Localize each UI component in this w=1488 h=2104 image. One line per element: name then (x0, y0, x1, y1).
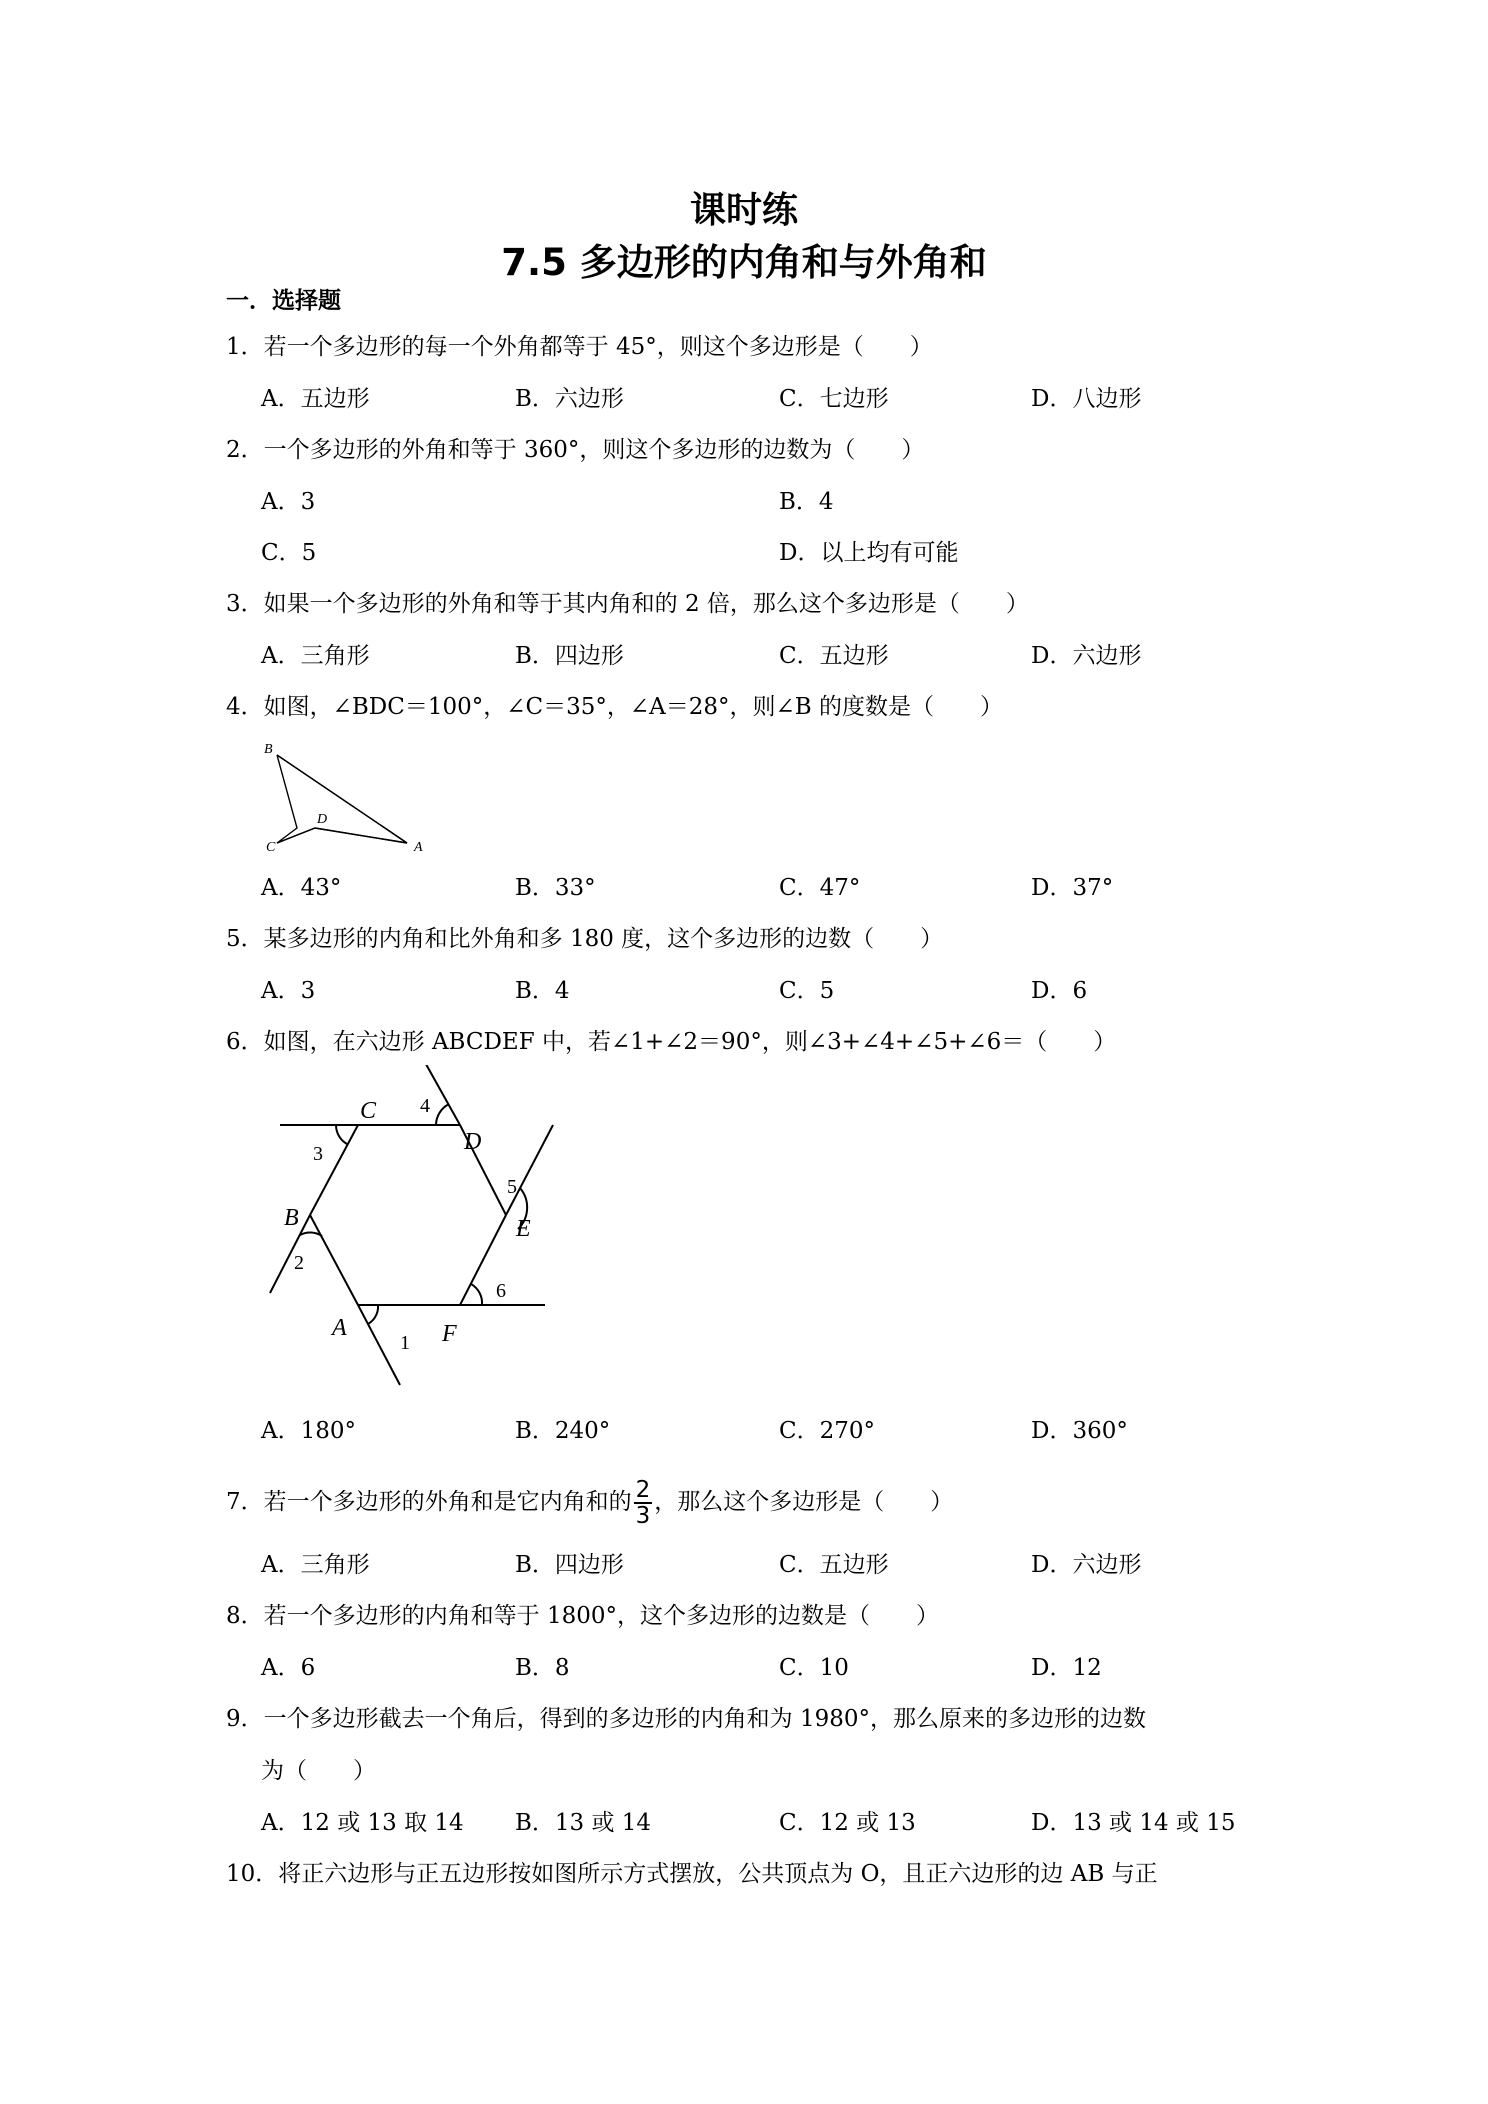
q8-option-d: D．12 (1031, 1655, 1102, 1681)
q2-option-c: C．5 (261, 540, 317, 566)
question-2-stem: 2．一个多边形的外角和等于 360°，则这个多边形的边数为（ ） (226, 437, 925, 463)
label-b: B (264, 742, 273, 757)
label-a: A (332, 1315, 347, 1341)
q1-option-c: C．七边形 (779, 386, 889, 412)
question-6-stem: 6．如图，在六边形 ABCDEF 中，若∠1+∠2＝90°，则∠3+∠4+∠5+∠6＝（ ） (226, 1029, 1117, 1055)
q1-option-b: B．六边形 (515, 386, 624, 412)
question-4-stem: 4．如图，∠BDC＝100°，∠C＝35°，∠A＝28°，则∠B 的度数是（ ） (226, 694, 1004, 720)
q3-option-b: B．四边形 (515, 643, 624, 669)
q7-fraction-denominator: 3 (635, 1503, 651, 1529)
q7-option-a: A．三角形 (261, 1552, 370, 1578)
question-3-stem: 3．如果一个多边形的外角和等于其内角和的 2 倍，那么这个多边形是（ ） (226, 591, 1029, 617)
question-10-stem: 10．将正六边形与正五边形按如图所示方式摆放，公共顶点为 O，且正六边形的边 AB 与正 (226, 1861, 1158, 1887)
label-f: F (442, 1321, 457, 1347)
label-a: A (414, 840, 423, 853)
q6-option-c: C．270° (779, 1418, 875, 1444)
figure-triangle-bdca (262, 735, 432, 853)
q6-option-a: A．180° (261, 1418, 357, 1444)
q4-option-b: B．33° (515, 875, 596, 901)
angle-label-4: 4 (420, 1095, 430, 1117)
page-title: 课时练 (689, 190, 798, 231)
q7-fraction-numerator: 2 (635, 1477, 651, 1503)
question-9-stem-line2: 为（ ） (261, 1758, 376, 1784)
label-d: D (464, 1129, 482, 1155)
q4-option-d: D．37° (1031, 875, 1114, 901)
label-b: B (284, 1205, 299, 1231)
q9-option-b: B．13 或 14 (515, 1810, 652, 1836)
q4-option-a: A．43° (261, 875, 342, 901)
q3-option-c: C．五边形 (779, 643, 889, 669)
q2-option-a: A．3 (261, 489, 316, 515)
angle-label-1: 1 (400, 1332, 410, 1354)
q6-option-d: D．360° (1031, 1418, 1128, 1444)
q5-option-d: D．6 (1031, 978, 1088, 1004)
q7-stem-before: 7．若一个多边形的外角和是它内角和的 (226, 1489, 632, 1515)
label-e: E (516, 1216, 531, 1242)
q5-option-a: A．3 (261, 978, 316, 1004)
question-9-stem-line1: 9．一个多边形截去一个角后，得到的多边形的内角和为 1980°，那么原来的多边形的边数 (226, 1706, 1146, 1732)
q8-option-a: A．6 (261, 1655, 316, 1681)
question-1-stem: 1．若一个多边形的每一个外角都等于 45°，则这个多边形是（ ） (226, 334, 933, 360)
q7-option-b: B．四边形 (515, 1552, 624, 1578)
q9-option-c: C．12 或 13 (779, 1810, 916, 1836)
q7-option-c: C．五边形 (779, 1552, 889, 1578)
q5-option-b: B．4 (515, 978, 570, 1004)
question-5-stem: 5．某多边形的内角和比外角和多 180 度，这个多边形的边数（ ） (226, 926, 944, 952)
q4-option-c: C．47° (779, 875, 861, 901)
q1-option-d: D．八边形 (1031, 386, 1142, 412)
q3-option-d: D．六边形 (1031, 643, 1142, 669)
angle-label-2: 2 (294, 1252, 304, 1274)
angle-label-5: 5 (507, 1176, 517, 1198)
q6-option-b: B．240° (515, 1418, 611, 1444)
q2-option-b: B．4 (779, 489, 834, 515)
q7-option-d: D．六边形 (1031, 1552, 1142, 1578)
q9-option-a: A．12 或 13 取 14 (261, 1810, 464, 1836)
q8-option-b: B．8 (515, 1655, 570, 1681)
q7-stem-after: ，那么这个多边形是（ ） (654, 1489, 954, 1515)
q9-option-d: D．13 或 14 或 15 (1031, 1810, 1236, 1836)
question-8-stem: 8．若一个多边形的内角和等于 1800°，这个多边形的边数是（ ） (226, 1603, 939, 1629)
label-d: D (317, 812, 328, 827)
q1-option-a: A．五边形 (261, 386, 370, 412)
figure-hexagon-abcdef (250, 1065, 570, 1395)
label-c: C (266, 840, 276, 853)
section-heading: 一．选择题 (226, 288, 341, 314)
question-7-stem (226, 1477, 953, 1528)
q2-option-d: D．以上均有可能 (779, 540, 959, 566)
q7-fraction (634, 1478, 653, 1528)
label-c: C (360, 1098, 377, 1124)
q3-option-a: A．三角形 (261, 643, 370, 669)
page-subtitle: 7.5 多边形的内角和与外角和 (501, 241, 987, 284)
q8-option-c: C．10 (779, 1655, 849, 1681)
angle-label-3: 3 (313, 1143, 323, 1165)
q5-option-c: C．5 (779, 978, 835, 1004)
angle-label-6: 6 (496, 1280, 506, 1302)
